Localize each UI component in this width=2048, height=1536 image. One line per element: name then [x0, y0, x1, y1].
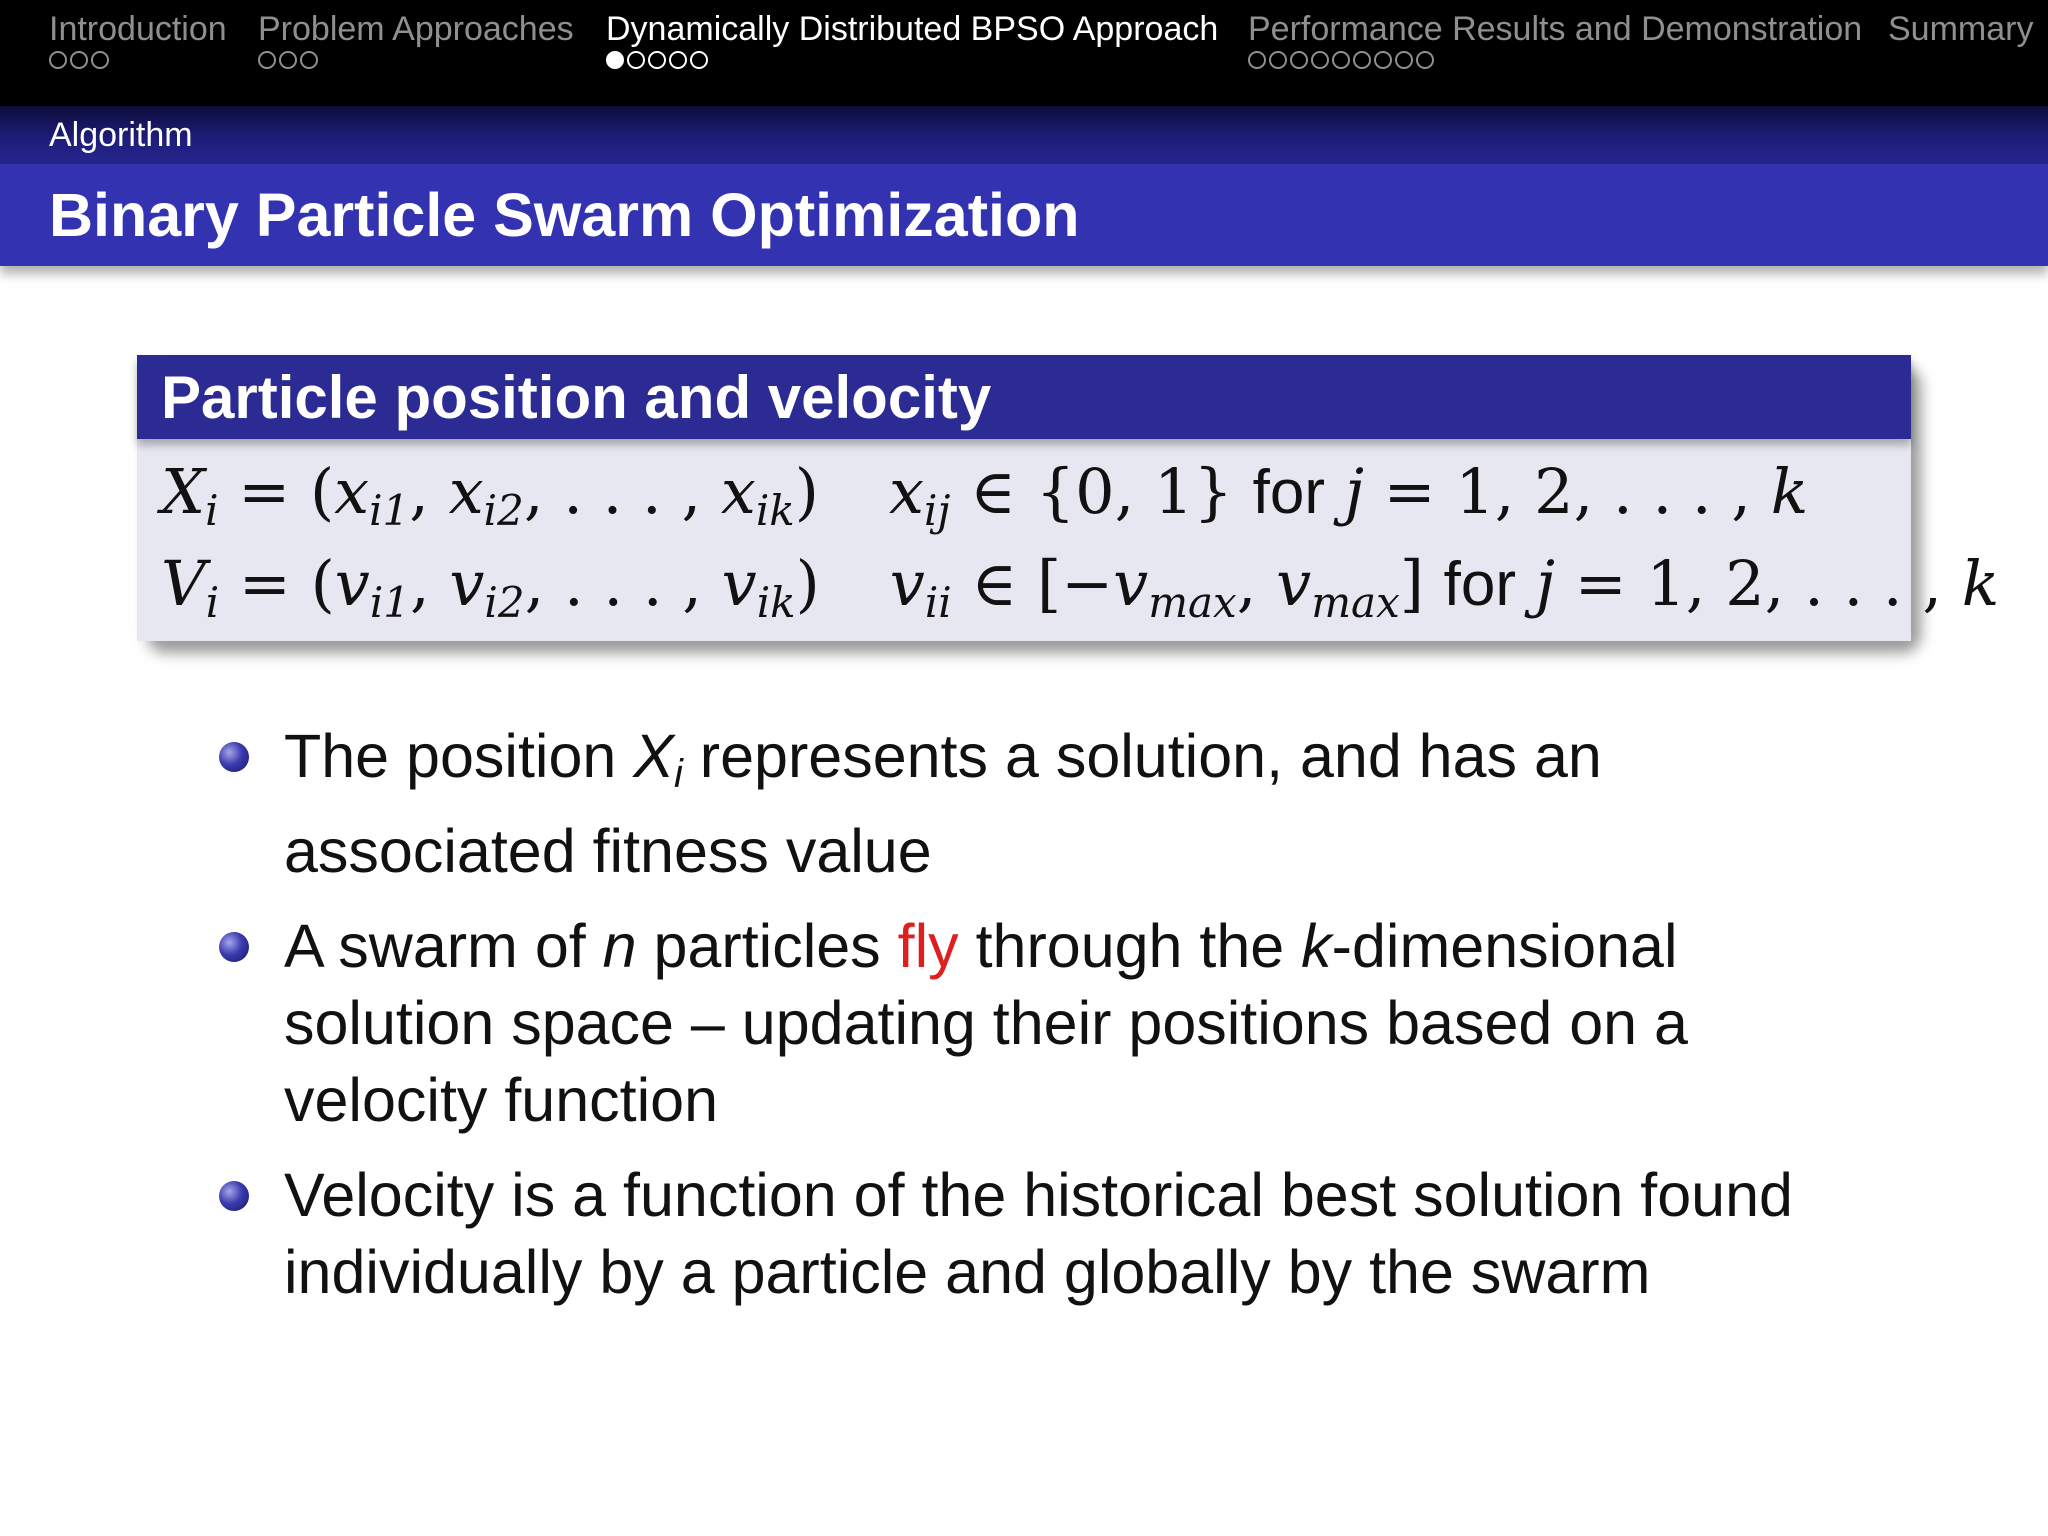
frame-title: Binary Particle Swarm Optimization: [49, 181, 1080, 249]
nav-slide-dot[interactable]: [648, 51, 666, 69]
eq-var: x: [334, 455, 370, 528]
eq-text: , . . . ,: [524, 547, 722, 620]
eq-sub: ik: [755, 486, 795, 535]
bullet-text: -dimensional solution space – updating their positions based on a velocity function: [284, 912, 1688, 1134]
nav-section-performance-results[interactable]: [1248, 10, 1862, 69]
position-equation: $X_i = (x_{i1}$, $x_{i2}$, . . . , $x_{ik}$) $x_{ij}$ ∈ {0, 1} for j = 1, 2, . . . , k: [161, 455, 1809, 535]
nav-slide-dot[interactable]: [606, 51, 624, 69]
eq-sub: ik: [756, 578, 796, 627]
nav-section-label: Dynamically Distributed BPSO Approach: [606, 10, 1219, 48]
eq-sub: i2: [483, 486, 524, 535]
nav-slide-dot[interactable]: [258, 51, 276, 69]
eq-text: ,: [1236, 547, 1277, 620]
nav-slide-dot[interactable]: [690, 51, 708, 69]
nav-slide-dot[interactable]: [91, 51, 109, 69]
eq-text: = (: [218, 455, 335, 528]
nav-section-dd-bpso-approach[interactable]: [606, 10, 1218, 69]
bullet-text: through the: [958, 912, 1302, 980]
velocity-equation: $V_i = (v_{i1}$, $v_{i2}$, . . . , $v_{ik}$) $v_{ii}$ ∈ [$-v_{max}$, $v_{max}$] for j = 1, 2, . . . , k: [161, 547, 2000, 627]
bullet-ball-icon: [219, 932, 249, 962]
eq-var: x: [720, 455, 756, 528]
bullet-item: [219, 908, 1859, 1139]
eq-var: v: [1113, 547, 1149, 620]
eq-text: ): [795, 547, 820, 620]
bullet-text: A swarm of: [284, 912, 603, 980]
nav-slide-dot[interactable]: [1353, 51, 1371, 69]
eq-text: ∈ {0, 1}: [950, 455, 1253, 528]
bullet-var: k: [1301, 912, 1332, 980]
eq-sub: ij: [923, 486, 951, 535]
nav-slide-dots[interactable]: [258, 51, 574, 69]
nav-slide-dot[interactable]: [1290, 51, 1308, 69]
eq-sub: max: [1311, 578, 1400, 627]
subsection-label: Algorithm: [49, 116, 193, 154]
eq-text: = 1, 2, . . . ,: [1363, 455, 1771, 528]
nav-slide-dot[interactable]: [49, 51, 67, 69]
eq-sub: i1: [369, 578, 410, 627]
eq-var: v: [334, 547, 370, 620]
eq-var: x: [448, 455, 484, 528]
block-body: [137, 439, 2000, 641]
eq-var: X: [161, 455, 206, 528]
eq-sub: i1: [369, 486, 410, 535]
definition-block: [137, 355, 2000, 641]
bullet-var: n: [602, 912, 637, 980]
bullet-sub: i: [673, 752, 683, 796]
eq-var: j: [1344, 455, 1364, 528]
eq-sub: i: [205, 486, 219, 535]
nav-slide-dots[interactable]: [606, 51, 1218, 69]
frame-title-bar: [0, 164, 2048, 266]
block-header: [137, 355, 1911, 439]
nav-slide-dot[interactable]: [70, 51, 88, 69]
eq-sub: i2: [484, 578, 525, 627]
nav-slide-dots[interactable]: [1248, 51, 1862, 69]
nav-slide-dot[interactable]: [1269, 51, 1287, 69]
eq-var: x: [888, 455, 924, 528]
block-title: Particle position and velocity: [161, 364, 992, 431]
bullet-text: Velocity is a function of the historical best solution found individually by a particle and globally by the swarm: [284, 1161, 1793, 1306]
nav-slide-dot[interactable]: [300, 51, 318, 69]
bullet-list: [219, 718, 1859, 1329]
nav-slide-dot[interactable]: [1395, 51, 1413, 69]
nav-slide-dot[interactable]: [669, 51, 687, 69]
bullet-item: [219, 718, 1859, 890]
eq-text: = (: [219, 547, 335, 620]
eq-text: for: [1443, 550, 1517, 619]
nav-section-label: Performance Results and Demonstration: [1248, 10, 1863, 48]
highlighted-word: fly: [897, 912, 959, 980]
bullet-text: particles: [636, 912, 898, 980]
eq-var: v: [1276, 547, 1312, 620]
nav-section-label: Summary: [1888, 10, 2034, 48]
nav-slide-dot[interactable]: [279, 51, 297, 69]
nav-slide-dot[interactable]: [1374, 51, 1392, 69]
nav-slide-dot[interactable]: [1416, 51, 1434, 69]
eq-var: j: [1535, 547, 1555, 620]
section-navigation-bar: [0, 0, 2048, 106]
nav-section-label: Introduction: [49, 10, 227, 48]
bullet-text: represents a solution, and has an associated fitness value: [284, 722, 1602, 885]
nav-slide-dot[interactable]: [1248, 51, 1266, 69]
eq-text: , . . . ,: [523, 455, 721, 528]
eq-var: v: [721, 547, 757, 620]
nav-section-label: Problem Approaches: [258, 10, 574, 48]
eq-sub: ii: [924, 578, 952, 627]
nav-slide-dot[interactable]: [1311, 51, 1329, 69]
nav-section-problem-approaches[interactable]: [258, 10, 574, 69]
nav-section-introduction[interactable]: [49, 10, 227, 69]
nav-slide-dot[interactable]: [627, 51, 645, 69]
eq-text: ∈ [−: [951, 547, 1114, 620]
eq-sub: i: [205, 578, 220, 627]
bullet-ball-icon: [219, 742, 249, 772]
nav-slide-dot[interactable]: [1332, 51, 1350, 69]
eq-var: V: [161, 547, 206, 620]
eq-var: k: [1961, 547, 2000, 620]
bullet-text: The position: [284, 722, 634, 790]
eq-text: for: [1252, 458, 1325, 527]
bullet-var: X: [633, 722, 674, 790]
nav-slide-dots[interactable]: [49, 51, 227, 69]
eq-text: ]: [1399, 547, 1444, 620]
bullet-item: [219, 1157, 1859, 1311]
nav-section-summary[interactable]: [1888, 10, 2033, 51]
eq-text: = 1, 2, . . . ,: [1554, 547, 1962, 620]
eq-var: v: [889, 547, 925, 620]
bullet-ball-icon: [219, 1181, 249, 1211]
eq-text: ): [794, 455, 819, 528]
eq-var: v: [449, 547, 485, 620]
eq-var: k: [1770, 455, 1809, 528]
subsection-bar: [0, 106, 2048, 164]
eq-sub: max: [1148, 578, 1237, 627]
